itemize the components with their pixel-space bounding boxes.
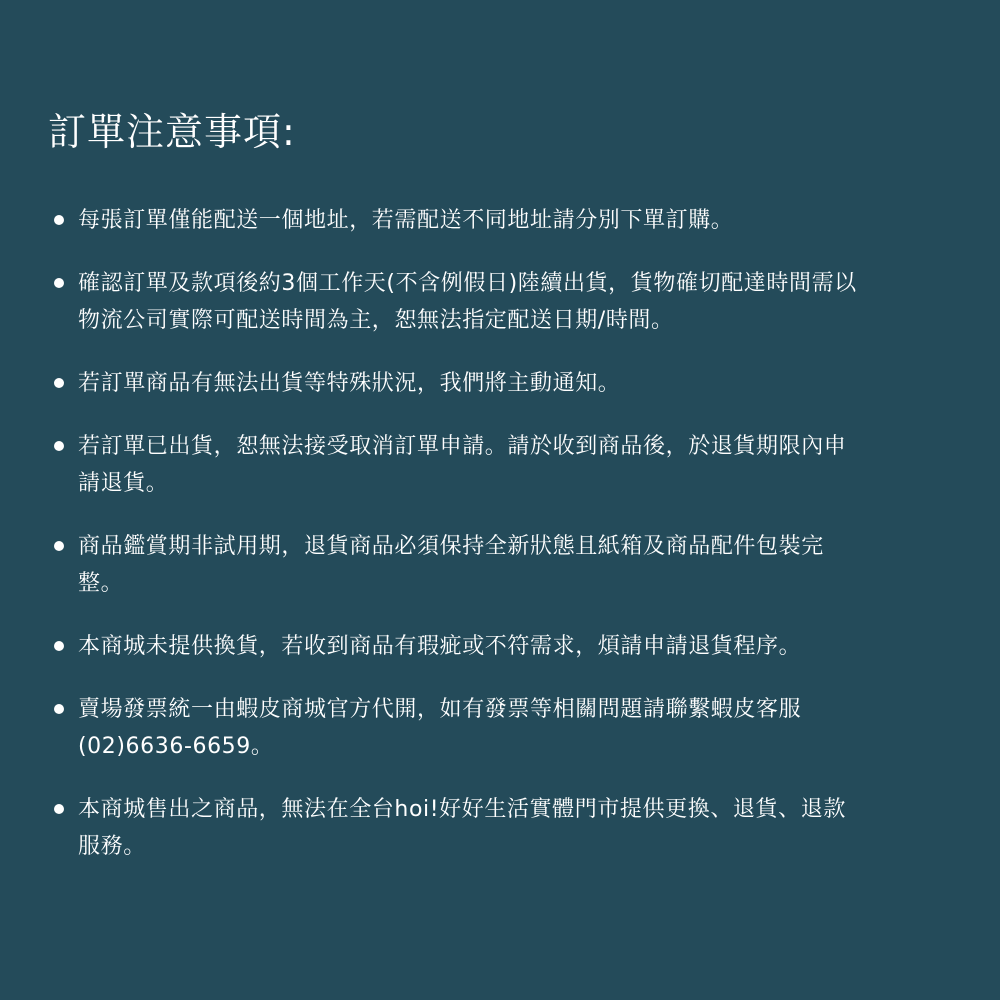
notice-text: 若訂單已出貨，恕無法接受取消訂單申請。請於收到商品後，於退貨期限內申 請退貨。 [78, 434, 847, 496]
bullet-icon [54, 804, 64, 814]
notice-text: 商品鑑賞期非試用期，退貨商品必須保持全新狀態且紙箱及商品配件包裝完 整。 [78, 534, 824, 596]
notice-list [48, 202, 956, 865]
notice-text: 本商城售出之商品，無法在全台hoi!好好生活實體門市提供更換、退貨、退款 服務。 [78, 797, 846, 859]
notice-item [48, 202, 956, 239]
bullet-icon [54, 278, 64, 288]
bullet-icon [54, 541, 64, 551]
notice-text: 賣場發票統一由蝦皮商城官方代開，如有發票等相關問題請聯繫蝦皮客服 (02)6636-6659。 [78, 697, 802, 759]
bullet-icon [54, 641, 64, 651]
notice-text: 若訂單商品有無法出貨等特殊狀況，我們將主動通知。 [78, 371, 621, 396]
notice-item [48, 428, 956, 502]
bullet-icon [54, 378, 64, 388]
notice-item [48, 265, 956, 339]
notice-item [48, 528, 956, 602]
notice-text: 本商城未提供換貨，若收到商品有瑕疵或不符需求，煩請申請退貨程序。 [78, 634, 802, 659]
page-title: 訂單注意事項: [48, 110, 296, 154]
notice-text: 每張訂單僅能配送一個地址，若需配送不同地址請分別下單訂購。 [78, 208, 734, 233]
bullet-icon [54, 441, 64, 451]
notice-item [48, 628, 956, 665]
notice-item [48, 791, 956, 865]
notice-item [48, 691, 956, 765]
notice-item [48, 365, 956, 402]
bullet-icon [54, 704, 64, 714]
bullet-icon [54, 215, 64, 225]
notice-text: 確認訂單及款項後約3個工作天(不含例假日)陸續出貨，貨物確切配達時間需以 物流公司實際可配送時間為主，恕無法指定配送日期/時間。 [78, 271, 857, 333]
